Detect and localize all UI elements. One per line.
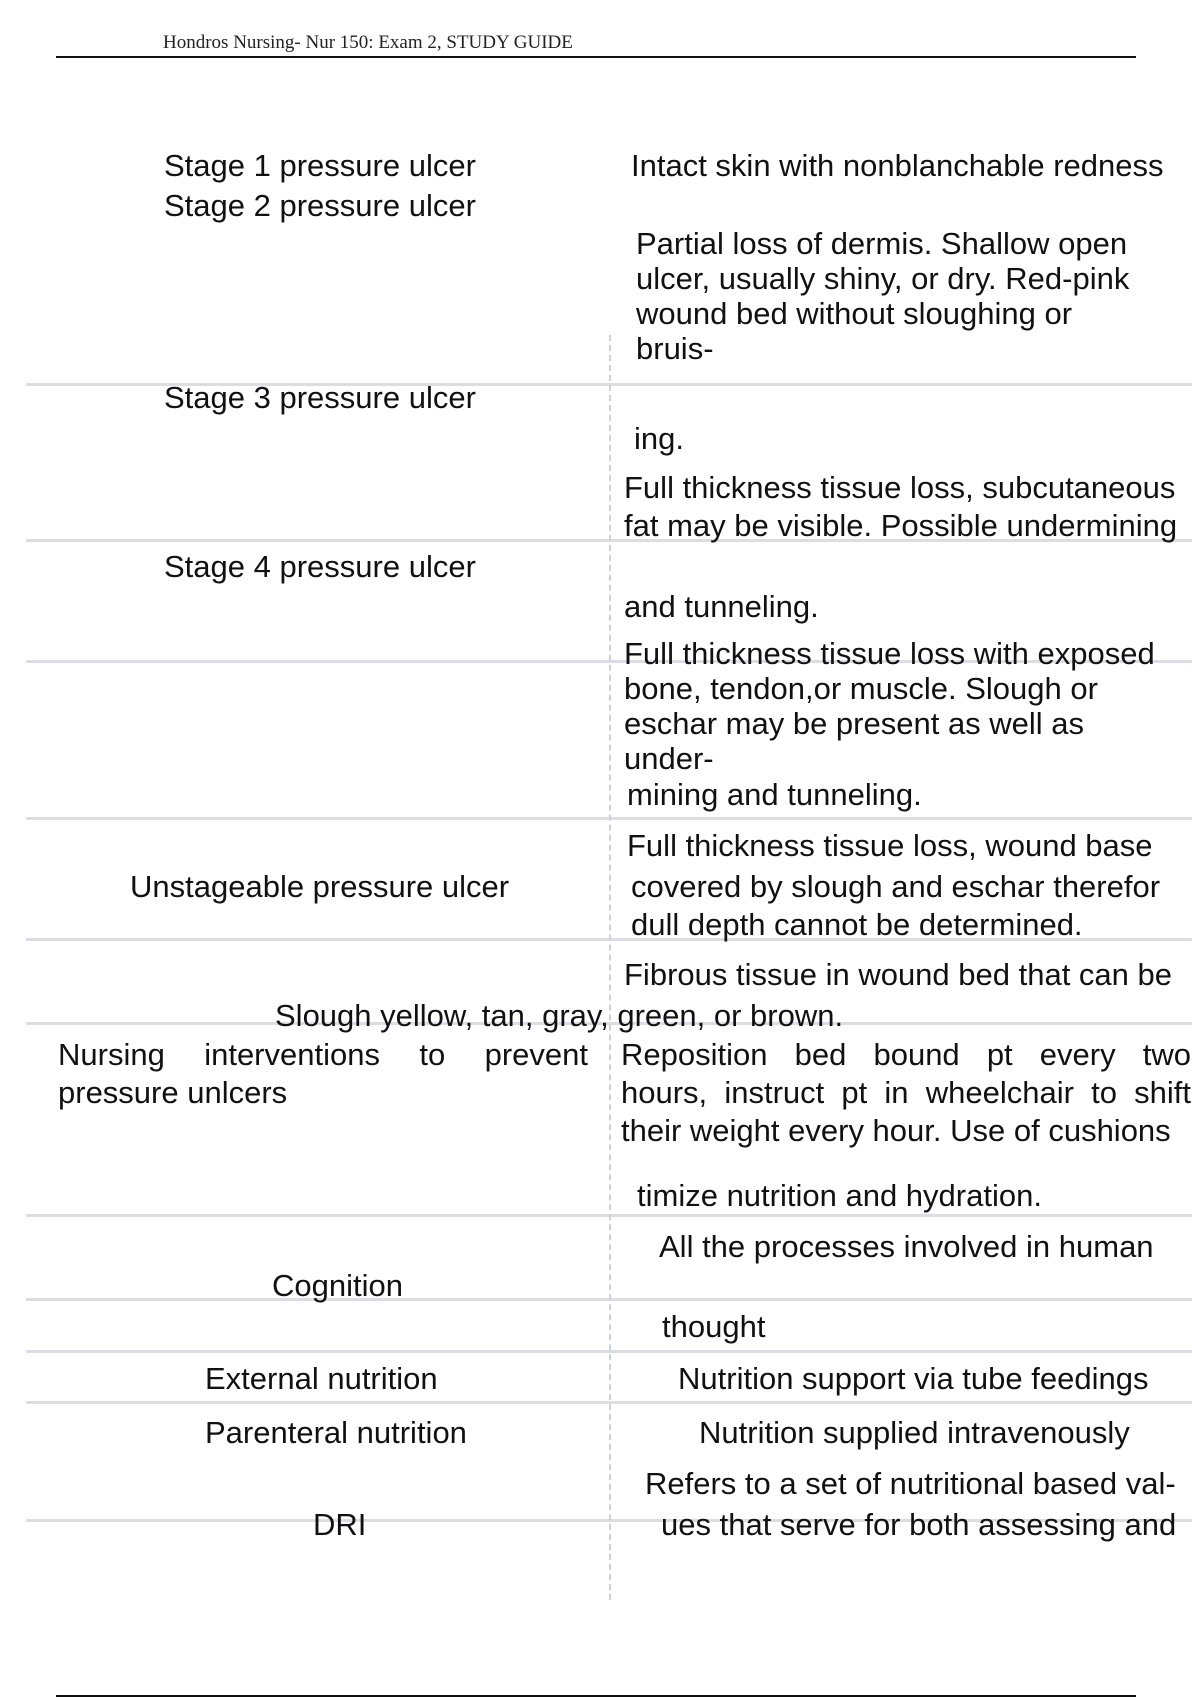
- term-dri: DRI: [313, 1507, 367, 1542]
- definition-external-nutrition: Nutrition support via tube feedings: [678, 1361, 1149, 1396]
- definition-word: pt: [986, 1037, 1013, 1072]
- definition-stage-4-line: eschar may be present as well as: [624, 706, 1085, 741]
- definition-slough: Fibrous tissue in wound bed that can be: [624, 957, 1173, 992]
- definition-stage-4-line: bone, tendon,or muscle. Slough or: [624, 671, 1098, 706]
- definition-cognition-line: thought: [662, 1309, 766, 1344]
- definition-stage-4-line: Full thickness tissue loss with exposed: [624, 636, 1155, 671]
- document-header: Hondros Nursing- Nur 150: Exam 2, STUDY GUIDE: [163, 32, 573, 53]
- term-word: Nursing: [58, 1037, 165, 1072]
- definition-unstageable-line: covered by slough and eschar therefor: [631, 869, 1161, 904]
- definition-nursing-line2: [621, 1075, 1191, 1110]
- term-stage-1: Stage 1 pressure ulcer: [164, 148, 476, 183]
- definition-word: in: [884, 1075, 909, 1110]
- definition-stage-2-line: bruis-: [636, 331, 714, 366]
- definition-stage-2-line: ing.: [634, 421, 684, 456]
- definition-stage-3-line: Full thickness tissue loss, subcutaneous: [624, 470, 1176, 505]
- column-divider: [609, 335, 611, 1600]
- definition-stage-2-line: ulcer, usually shiny, or dry. Red-pink: [636, 261, 1130, 296]
- definition-stage-2-line: Partial loss of dermis. Shallow open: [636, 226, 1128, 261]
- definition-nursing-line3: their weight every hour. Use of cushions: [621, 1113, 1171, 1148]
- definition-unstageable-line: dull depth cannot be determined.: [631, 907, 1083, 942]
- definition-word: bound: [873, 1037, 960, 1072]
- definition-nursing-line4: timize nutrition and hydration.: [637, 1178, 1042, 1213]
- definition-word: every: [1039, 1037, 1116, 1072]
- definition-nursing-line1: [621, 1037, 1191, 1072]
- term-word: to: [419, 1037, 446, 1072]
- definition-stage-1: Intact skin with nonblanchable redness: [631, 148, 1164, 183]
- term-external-nutrition: External nutrition: [205, 1361, 438, 1396]
- definition-stage-3-line: and tunneling.: [624, 589, 819, 624]
- definition-parenteral-nutrition: Nutrition supplied intravenously: [699, 1415, 1130, 1450]
- definition-word: bed: [794, 1037, 847, 1072]
- definition-word: hours,: [621, 1075, 708, 1110]
- definition-word: Reposition: [621, 1037, 768, 1072]
- term-stage-2: Stage 2 pressure ulcer: [164, 188, 476, 223]
- definition-word: wheelchair: [925, 1075, 1074, 1110]
- definition-word: pt: [841, 1075, 868, 1110]
- definition-stage-3-line: fat may be visible. Possible undermining: [624, 508, 1178, 543]
- definition-unstageable-line: Full thickness tissue loss, wound base: [627, 828, 1153, 863]
- term-word: prevent: [484, 1037, 588, 1072]
- header-rule: [56, 56, 1136, 58]
- footer-rule: [56, 1695, 1136, 1697]
- term-stage-4: Stage 4 pressure ulcer: [164, 549, 476, 584]
- term-nursing-interventions-line1: [58, 1037, 588, 1072]
- term-word: interventions: [204, 1037, 380, 1072]
- term-unstageable: Unstageable pressure ulcer: [130, 869, 510, 904]
- term-stage-3: Stage 3 pressure ulcer: [164, 380, 476, 415]
- term-slough: Slough yellow, tan, gray, green, or brown.: [275, 998, 844, 1033]
- definition-cognition-line: All the processes involved in human: [659, 1229, 1154, 1264]
- term-nursing-interventions-line2: pressure unlcers: [58, 1075, 288, 1110]
- term-parenteral-nutrition: Parenteral nutrition: [205, 1415, 467, 1450]
- definition-stage-4-line: under-: [624, 741, 714, 776]
- definition-dri-line: Refers to a set of nutritional based val-: [645, 1466, 1176, 1501]
- definition-word: two: [1142, 1037, 1191, 1072]
- definition-word: to: [1091, 1075, 1117, 1110]
- definition-stage-4-line: mining and tunneling.: [627, 777, 922, 812]
- term-cognition: Cognition: [272, 1268, 403, 1303]
- definition-dri-line: ues that serve for both assessing and: [661, 1507, 1177, 1542]
- definition-word: instruct: [724, 1075, 825, 1110]
- definition-stage-2-line: wound bed without sloughing or: [636, 296, 1073, 331]
- definition-word: shift: [1134, 1075, 1191, 1110]
